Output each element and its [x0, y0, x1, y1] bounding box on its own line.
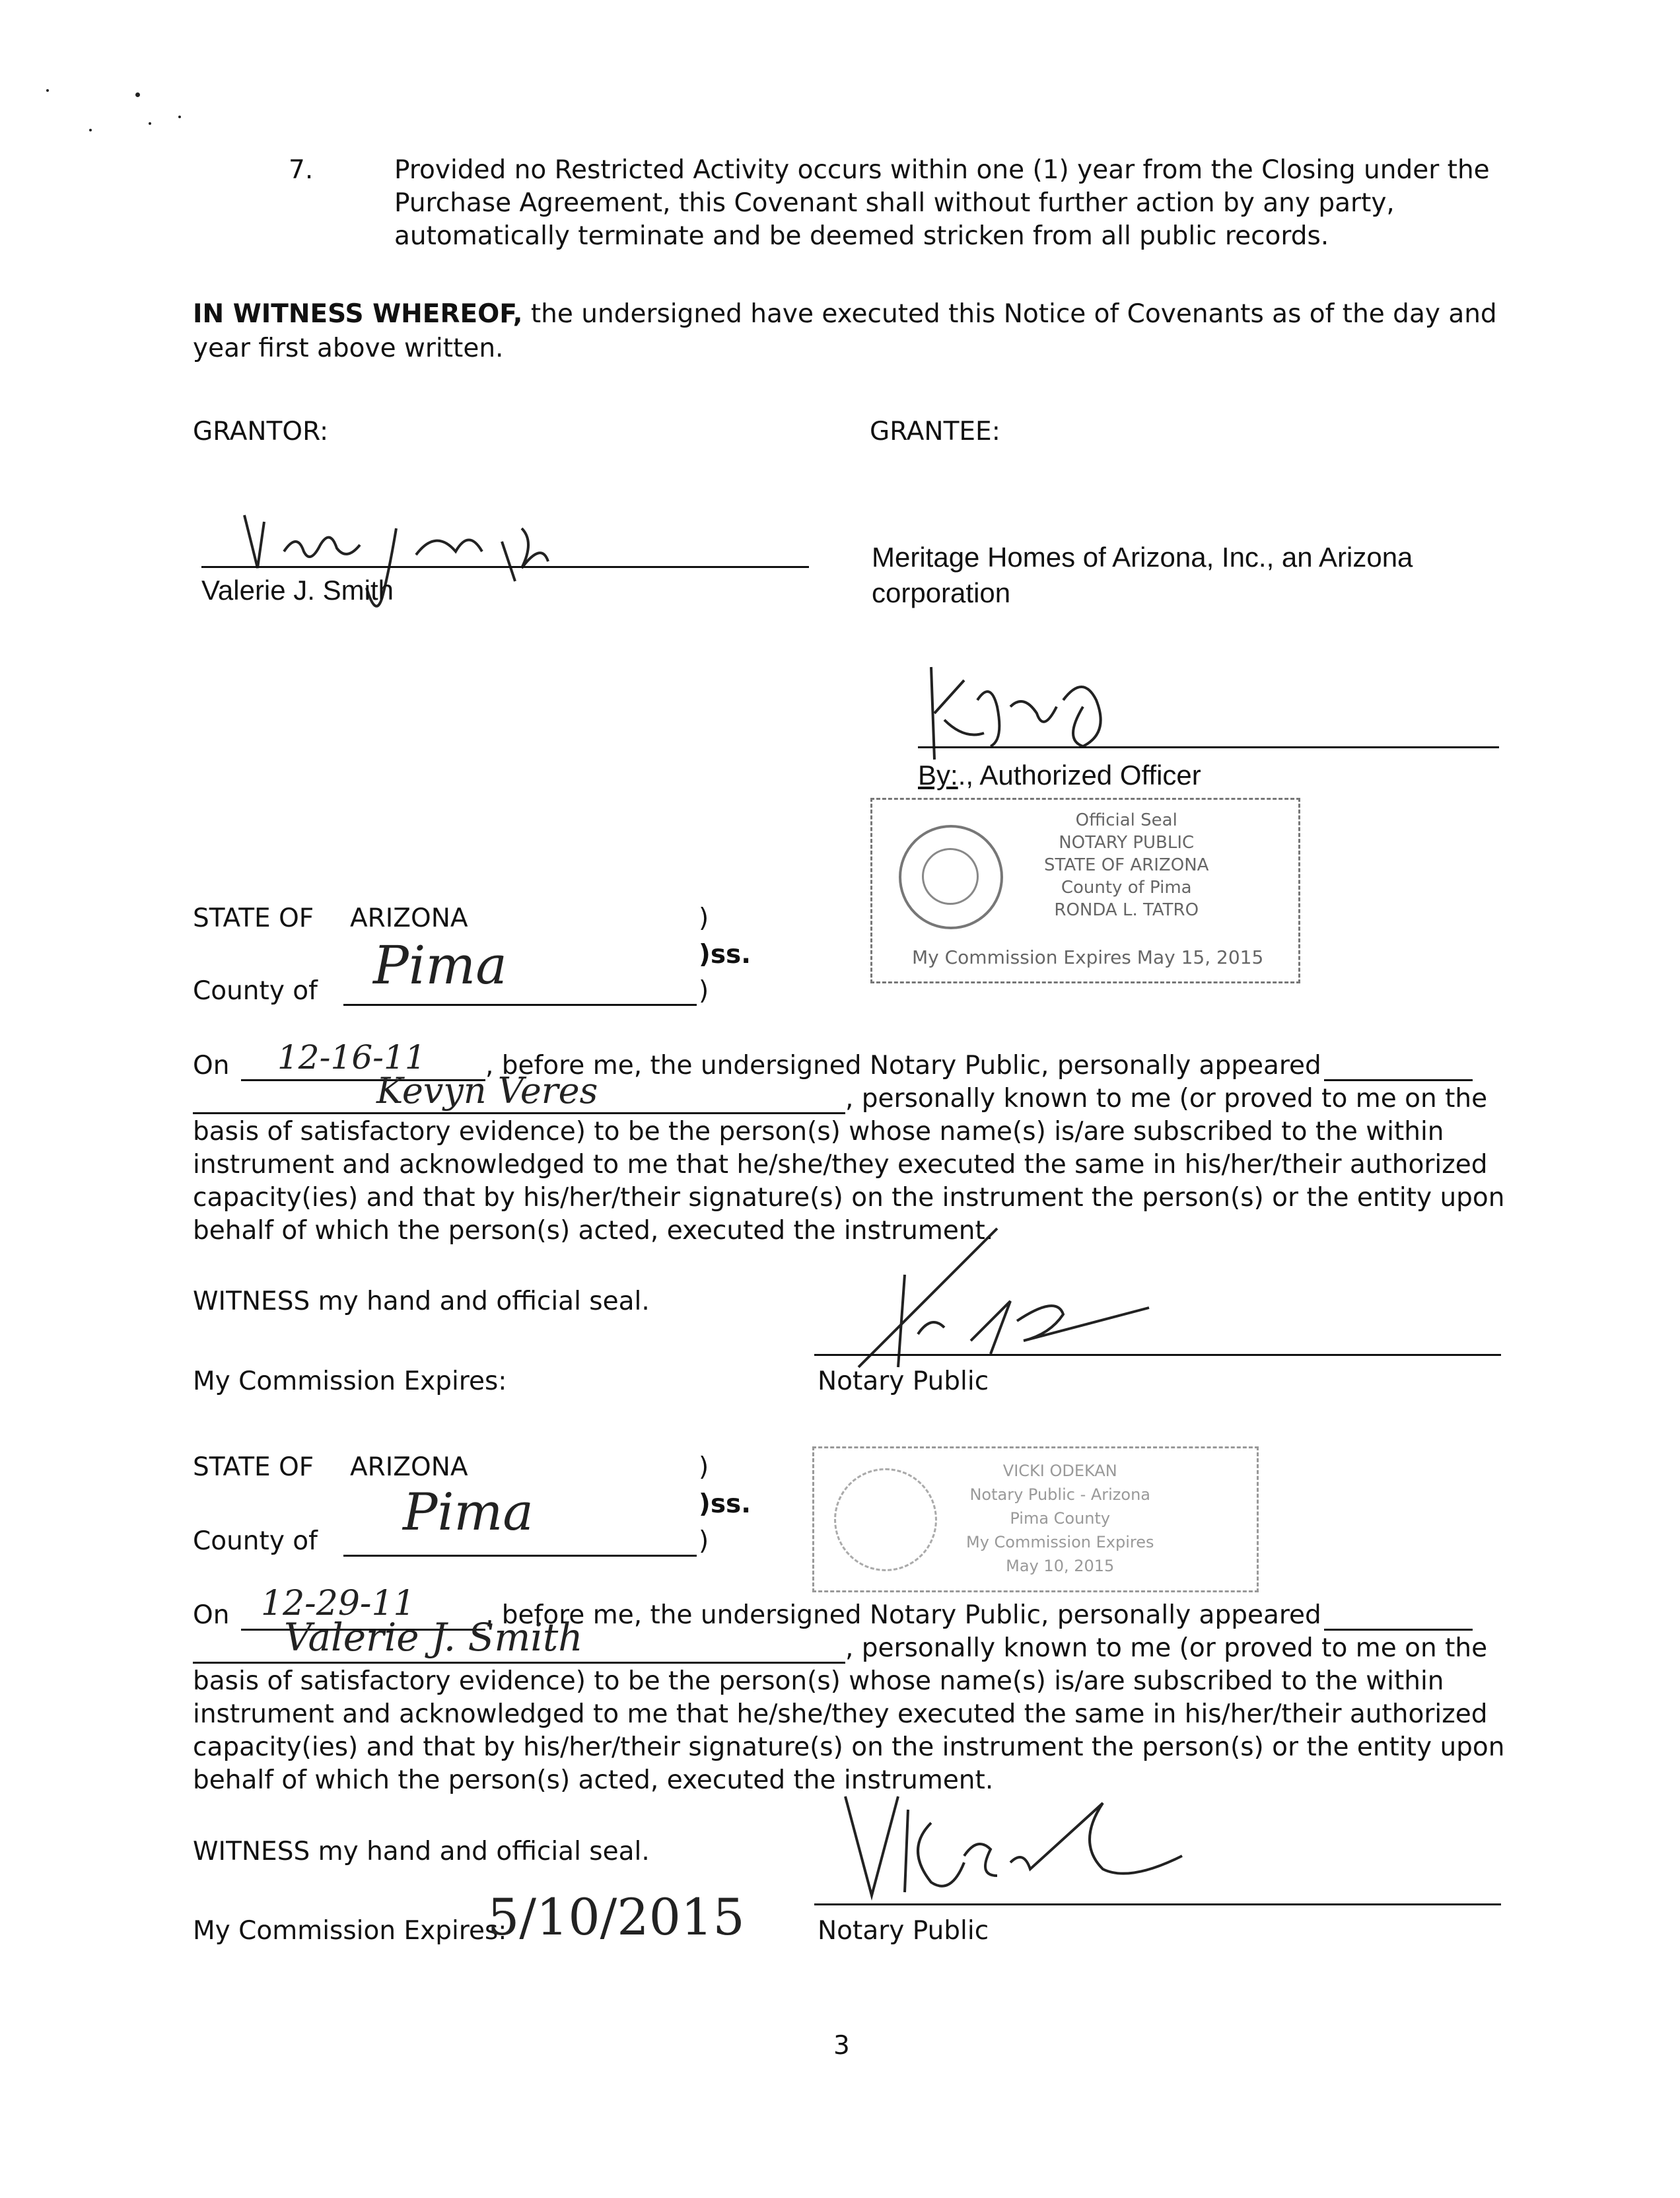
grantor-name: Valerie J. Smith — [201, 575, 394, 606]
paren: ) — [699, 1526, 709, 1556]
appeared-line-end — [1324, 1629, 1473, 1631]
county-handwritten: Pima — [403, 1483, 534, 1542]
notary-body-line: basis of satisfactory evidence) to be the person(s) whose name(s) is/are subscribed to the within — [193, 1117, 1444, 1147]
seal-line: Notary Public - Arizona — [969, 1485, 1151, 1504]
state-value: ARIZONA — [350, 1452, 468, 1482]
notary-body-line: capacity(ies) and that by his/her/their signature(s) on the instrument the person(s) or the entity upon — [193, 1732, 1505, 1762]
commission-handwritten: 5/10/2015 — [487, 1888, 745, 1946]
appeared-line — [193, 1112, 845, 1114]
item-line: automatically terminate and be deemed stricken from all public records. — [394, 221, 1329, 251]
paren: ) — [699, 1452, 709, 1482]
scan-speck — [135, 92, 140, 97]
notary-public-label: Notary Public — [818, 1916, 989, 1946]
grantee-name-line1: Meritage Homes of Arizona, Inc., an Arizona — [872, 542, 1413, 573]
seal-text — [966, 1459, 1154, 1578]
scan-speck — [46, 89, 49, 92]
state-value: ARIZONA — [350, 904, 468, 933]
appeared-line — [193, 1662, 845, 1664]
before-text: , before me, the undersigned Notary Public, personally appeared — [485, 1600, 1321, 1630]
item-line: Purchase Agreement, this Covenant shall without further action by any party, — [394, 188, 1395, 218]
ss-label: )ss. — [699, 940, 752, 970]
witness-whereof-text: the undersigned have executed this Notice of Covenants as of the day and — [522, 299, 1497, 329]
seal-emblem-inner — [922, 848, 979, 905]
by-name: ., Authorized Officer — [958, 760, 1201, 791]
seal-text — [1044, 809, 1208, 921]
paren: ) — [699, 904, 709, 933]
known-text: , personally known to me (or proved to me on the — [845, 1633, 1488, 1663]
notary-seal-1 — [870, 798, 1300, 983]
notary-body-line: basis of satisfactory evidence) to be the person(s) whose name(s) is/are subscribed to the within — [193, 1666, 1444, 1696]
appeared-handwritten: Kevyn Veres — [376, 1070, 598, 1112]
witness-hand: WITNESS my hand and official seal. — [193, 1837, 650, 1866]
grantee-label: GRANTEE: — [870, 417, 1000, 446]
notary-body-line: instrument and acknowledged to me that he/she/they executed the same in his/her/their authorized — [193, 1150, 1488, 1180]
notary-date-handwritten: 12-29-11 — [261, 1584, 415, 1623]
seal-line: NOTARY PUBLIC — [1059, 833, 1195, 853]
seal-line: STATE OF ARIZONA — [1044, 855, 1209, 875]
witness-hand: WITNESS my hand and official seal. — [193, 1287, 650, 1316]
scan-speck — [178, 116, 181, 118]
grantor-signature-line — [201, 566, 809, 568]
notary-body-line: behalf of which the person(s) acted, executed the instrument. — [193, 1216, 994, 1246]
seal-line: Official Seal — [1075, 810, 1177, 830]
by-label: By: — [918, 760, 958, 791]
witness-whereof-bold: IN WITNESS WHEREOF, — [193, 299, 523, 329]
seal-line: County of Pima — [1061, 878, 1192, 898]
grantor-signature — [225, 502, 621, 634]
state-label: STATE OF — [193, 904, 314, 933]
seal-line: My Commission Expires — [966, 1533, 1154, 1551]
grantor-label: GRANTOR: — [193, 417, 329, 446]
commission-label: My Commission Expires: — [193, 1916, 507, 1946]
notary-body-line: behalf of which the person(s) acted, executed the instrument. — [193, 1765, 994, 1795]
scan-speck — [89, 129, 92, 131]
grantee-name-line2: corporation — [872, 577, 1011, 608]
notary-date-handwritten: 12-16-11 — [277, 1038, 426, 1077]
paren: ) — [699, 976, 709, 1006]
item-number: 7. — [289, 155, 314, 185]
county-line — [343, 1555, 697, 1557]
item-line: Provided no Restricted Activity occurs within one (1) year from the Closing under the — [394, 155, 1490, 185]
page-number: 3 — [833, 2031, 850, 2061]
county-handwritten: Pima — [373, 935, 507, 996]
appeared-line-end — [1324, 1079, 1473, 1081]
appeared-handwritten: Valerie J. Smith — [284, 1615, 583, 1660]
grantee-signature-line — [918, 746, 1499, 748]
seal-line: RONDA L. TATRO — [1054, 900, 1199, 920]
county-label: County of — [193, 976, 318, 1006]
seal-line: VICKI ODEKAN — [1002, 1462, 1117, 1480]
ss-label: )ss. — [699, 1489, 752, 1519]
commission-label: My Commission Expires: — [193, 1366, 507, 1396]
seal-emblem — [834, 1468, 937, 1571]
witness-whereof-line2: year first above written. — [193, 334, 504, 363]
on-label: On — [193, 1051, 230, 1081]
seal-line: Pima County — [1010, 1509, 1111, 1528]
scan-speck — [149, 122, 151, 125]
notary-public-label: Notary Public — [818, 1366, 989, 1396]
known-text: , personally known to me (or proved to me on the — [845, 1084, 1488, 1114]
notary-signature-line — [814, 1903, 1501, 1905]
notary-body-line: instrument and acknowledged to me that he/she/they executed the same in his/her/their authorized — [193, 1699, 1488, 1729]
witness-whereof — [193, 297, 1497, 332]
county-line — [343, 1004, 697, 1006]
notary-seal-2 — [812, 1446, 1259, 1592]
notary-body-line: capacity(ies) and that by his/her/their signature(s) on the instrument the person(s) or the entity upon — [193, 1183, 1505, 1213]
county-label: County of — [193, 1526, 318, 1556]
notary-signature-2 — [825, 1783, 1195, 1915]
seal-commission: My Commission Expires May 15, 2015 — [912, 946, 1264, 968]
state-label: STATE OF — [193, 1452, 314, 1482]
before-text: , before me, the undersigned Notary Public, personally appeared — [485, 1051, 1321, 1081]
by-authorized-officer — [918, 758, 1201, 793]
seal-line: May 10, 2015 — [1006, 1557, 1115, 1575]
on-label: On — [193, 1600, 230, 1630]
notary-signature-line — [814, 1354, 1501, 1356]
